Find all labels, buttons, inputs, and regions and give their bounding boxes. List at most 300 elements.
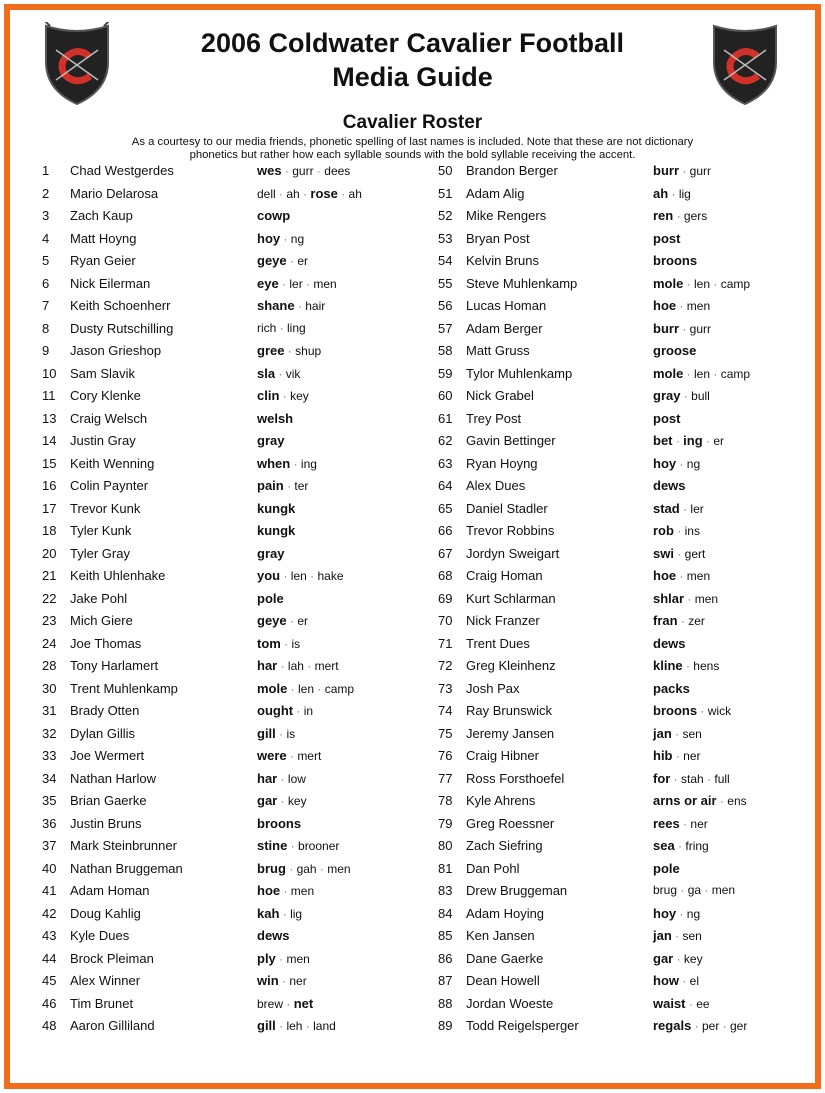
phonetic-spelling: tom · is [257,635,301,651]
player-name: Mark Steinbrunner [70,838,177,853]
phonetic-spelling: you · len · hake [257,568,344,583]
player-name: Nick Grabel [466,388,534,403]
syllable: lah [287,659,304,673]
jersey-number: 18 [42,523,57,538]
jersey-number: 3 [42,208,50,223]
jersey-number: 74 [438,703,453,718]
syllable-stressed: dews [653,478,686,493]
player-name: Adam Homan [70,883,150,898]
player-name: Nick Franzer [466,613,540,628]
phonetic-spelling: har · lah · mert [257,658,339,673]
player-name: Ryan Geier [70,253,136,268]
phonetic-spelling: hoe · men [257,883,315,898]
syllable: dees [324,164,351,178]
player-name: Mario Delarosa [70,185,159,201]
syllable: ee [696,996,710,1011]
syllable-stressed: hoe [257,883,281,898]
syllable-stressed: fran [653,613,678,628]
syllable: camp [324,681,355,696]
player-name: Dean Howell [466,973,540,988]
player-name: Trent Muhlenkamp [70,680,178,696]
syllable-stressed: win [257,973,279,988]
syllable-stressed: clin [257,388,280,403]
phonetic-spelling [257,501,295,516]
syllable: ter [294,479,309,493]
syllable: len [290,569,307,583]
player-name: Dane Gaerke [466,950,544,966]
syllable: dell [257,186,276,201]
syllable-stressed: waist [653,995,686,1011]
syllable-stressed: gree [257,343,285,358]
player-name: Craig Hibner [466,748,539,763]
syllable-stressed: hoe [653,298,677,313]
phonetic-spelling [653,636,686,651]
jersey-number: 86 [438,950,453,966]
syllable: er [297,254,308,268]
jersey-number: 58 [438,343,453,358]
jersey-number: 85 [438,928,453,943]
phonetic-spelling: ren · gers [653,208,708,223]
syllable: per [701,1019,720,1033]
syllable: men [686,569,711,583]
syllable-stressed: mole [653,365,684,381]
syllable: lig [678,186,691,201]
syllable: sen [682,726,702,741]
syllable-stressed: net [293,995,314,1011]
phonetic-spelling: gill · leh · land [257,1018,336,1033]
syllable: men [290,884,315,898]
syllable: el [689,974,700,988]
roster-heading: Cavalier Roster [342,112,483,133]
phonetic-spelling [257,816,301,831]
phonetic-spelling [257,433,284,448]
syllable-stressed: packs [653,680,690,696]
syllable-stressed: gill [257,1018,276,1033]
jersey-number: 78 [438,793,453,808]
player-name: Zach Kaup [70,208,133,223]
syllable-stressed: har [257,658,278,673]
syllable-stressed: eye [257,275,279,291]
phonetic-spelling: geye · er [257,613,308,628]
syllable: ah [348,186,362,201]
player-name: Trent Dues [466,635,530,651]
phonetic-spelling: how · el [653,973,700,988]
phonetic-spelling [257,208,290,223]
jersey-number: 34 [42,770,57,786]
syllable-stressed: sea [653,838,675,853]
phonetic-spelling: shlar · men [653,590,719,606]
jersey-number: 36 [42,815,57,831]
jersey-number: 61 [438,410,453,426]
jersey-number: 28 [42,658,57,673]
player-name: Justin Gray [70,433,136,448]
player-name: Craig Homan [466,568,543,583]
jersey-number: 6 [42,275,50,291]
syllable-stressed: hoy [653,455,677,471]
jersey-number: 46 [42,995,57,1011]
player-name: Jason Grieshop [70,343,162,358]
syllable-stressed: broons [653,703,698,718]
phonetic-spelling: gray · bull [653,388,710,403]
jersey-number: 35 [42,793,57,808]
syllable: men [313,276,337,291]
syllable-stressed: kungk [257,500,296,516]
phonetic-spelling: gar · key [257,793,307,808]
phonetic-spelling: burr · gurr [653,320,712,336]
phonetic-spelling: hoe · men [653,568,711,583]
syllable-stressed: broons [257,815,302,831]
syllable-stressed: kungk [257,523,296,538]
syllable: wick [707,704,732,718]
syllable: sen [682,929,702,943]
jersey-number: 43 [42,928,57,943]
jersey-number: 76 [438,748,453,763]
player-name: Brian Gaerke [70,793,147,808]
syllable-stressed: geye [257,253,287,268]
syllable-stressed: burr [653,163,679,178]
syllable-stressed: gray [257,433,285,448]
syllable-stressed: rob [653,523,674,538]
jersey-number: 24 [42,635,57,651]
player-name: Brandon Berger [466,163,558,178]
syllable-stressed: broons [653,253,698,268]
jersey-number: 79 [438,815,453,831]
phonetic-spelling [257,928,290,943]
player-name: Kyle Dues [70,928,130,943]
syllable: gurr [689,321,712,336]
jersey-number: 59 [438,365,453,381]
jersey-number: 42 [42,905,57,921]
syllable-stressed: gray [257,545,285,561]
jersey-number: 67 [438,545,453,561]
phonetic-spelling: har · low [257,770,306,786]
syllable-stressed: how [653,973,679,988]
syllable: key [683,951,703,966]
phonetic-spelling: mole · len · camp [653,365,751,381]
jersey-number: 33 [42,748,57,763]
syllable-stressed: you [257,568,281,583]
phonetic-spelling: kah · lig [257,905,303,921]
syllable: ng [686,456,701,471]
jersey-number: 81 [438,860,453,876]
syllable-stressed: pain [257,478,284,493]
syllable-stressed: burr [653,320,679,336]
guide-subtitle: Media Guide [332,62,493,92]
phonetic-spelling [257,411,293,426]
syllable-stressed: kline [653,658,683,673]
player-name: Colin Paynter [70,478,149,493]
player-name: Drew Bruggeman [466,883,568,898]
syllable: ner [690,816,708,831]
syllable: ins [684,524,700,538]
jersey-number: 40 [42,860,57,876]
jersey-number: 57 [438,320,453,336]
syllable-stressed: shlar [653,590,685,606]
jersey-number: 32 [42,725,57,741]
jersey-number: 66 [438,523,453,538]
syllable: lig [290,906,303,921]
phonetic-spelling: mole · len · camp [653,275,751,291]
syllable: ens [727,794,747,808]
syllable: bull [691,389,710,403]
syllable: hake [317,569,344,583]
player-name: Adam Hoying [466,905,545,921]
syllable-stressed: hib [653,748,673,763]
jersey-number: 53 [438,230,453,246]
syllable: er [297,614,308,628]
syllable: men [711,883,736,897]
phonetic-spelling: wes · gurr · dees [257,163,351,178]
syllable: gert [684,546,706,561]
player-name: Ken Jansen [466,928,535,943]
player-name: Brady Otten [70,703,140,718]
jersey-number: 8 [42,320,50,336]
syllable: brew [257,996,284,1011]
jersey-number: 17 [42,500,57,516]
phonetic-spelling: sea · fring [653,838,709,853]
player-name: Jake Pohl [70,590,128,606]
player-name: Lucas Homan [466,298,547,313]
player-name: Tylor Muhlenkamp [466,365,573,381]
syllable: ah [286,186,300,201]
syllable: ger [730,1019,748,1033]
phonetic-spelling [653,681,690,696]
jersey-number: 1 [42,163,50,178]
phonetic-spelling: geye · er [257,253,308,268]
phonetic-spelling [653,478,686,493]
syllable: ga [687,883,702,897]
player-name: Trey Post [466,410,522,426]
phonetic-spelling: hoy · ng [257,230,305,246]
jersey-number: 14 [42,433,57,448]
player-name: Joe Wermert [70,748,145,763]
syllable-stressed: dews [653,635,686,651]
phonetic-spelling [653,343,696,358]
player-name: Mich Giere [70,613,133,628]
jersey-number: 69 [438,590,453,606]
phonetic-spelling: brug · gah · men [257,860,351,876]
syllable: ng [290,231,305,246]
syllable: ler [690,501,704,516]
syllable-stressed: hoy [257,230,281,246]
syllable-stressed: jan [653,928,672,943]
syllable: shup [295,344,322,358]
jersey-number: 2 [42,185,50,201]
player-name: Todd Reigelsperger [466,1018,579,1033]
player-name: Tyler Kunk [70,523,132,538]
syllable-stressed: gar [257,793,278,808]
syllable: leh [286,1019,303,1033]
syllable: is [286,726,296,741]
phonetic-spelling: jan · sen [653,725,702,741]
player-name: Greg Roessner [466,815,555,831]
player-name: Daniel Stadler [466,500,548,516]
player-name: Justin Bruns [70,815,142,831]
phonetic-spelling [653,231,680,246]
phonetic-spelling: rob · ins [653,523,700,538]
player-name: Jeremy Jansen [466,725,555,741]
jersey-number: 72 [438,658,453,673]
jersey-number: 51 [438,185,453,201]
syllable: mert [314,659,339,673]
syllable: low [287,771,306,786]
syllable-stressed: swi [653,545,674,561]
player-name: Bryan Post [466,230,530,246]
syllable-stressed: ren [653,208,674,223]
phonetic-spelling: hoy · ng [653,905,701,921]
jersey-number: 64 [438,478,453,493]
phonetic-spelling: hoy · ng [653,455,701,471]
player-name: Adam Alig [466,185,525,201]
syllable: ner [289,974,307,988]
syllable-stressed: gill [257,725,276,741]
player-name: Alex Dues [466,478,526,493]
phonetic-spelling: shane · hair [257,298,326,313]
jersey-number: 41 [42,883,57,898]
phonetic-spelling [257,523,295,538]
syllable-stressed: were [257,748,287,763]
player-name: Doug Kahlig [70,905,141,921]
player-name: Nathan Harlow [70,770,156,786]
syllable-stressed: sla [257,365,276,381]
syllable: men [686,299,711,313]
player-name: Dan Pohl [466,860,520,876]
syllable-stressed: gar [653,950,674,966]
syllable-stressed: regals [653,1018,692,1033]
jersey-number: 21 [42,568,57,583]
jersey-number: 73 [438,680,453,696]
jersey-number: 75 [438,725,453,741]
phonetic-spelling: pain · ter [257,478,309,493]
phonetic-note: As a courtesy to our media friends, phonetic spelling of last names is included. Note that these are not dictionary phonetics but rather how each syllable sounds with the bold syllable receiving the accent. [131,136,694,161]
syllable-stressed: mole [653,275,684,291]
phonetic-spelling: jan · sen [653,928,702,943]
jersey-number: 83 [438,883,453,898]
jersey-number: 13 [42,410,57,426]
jersey-number: 70 [438,613,453,628]
syllable: gers [683,209,708,223]
jersey-number: 4 [42,230,50,246]
syllable: fring [685,839,709,853]
syllable: len [694,276,711,291]
player-name: Keith Schoenherr [70,298,171,313]
syllable: brug [653,883,678,897]
syllable-stressed: ply [257,950,276,966]
syllable: ling [287,320,306,335]
phonetic-spelling: fran · zer [653,613,705,628]
syllable-stressed: pole [653,860,680,876]
player-name: Tim Brunet [70,995,134,1011]
player-name: Aaron Gilliland [70,1018,155,1033]
syllable-stressed: stad [653,500,680,516]
jersey-number: 62 [438,433,453,448]
syllable: in [303,704,314,718]
phonetic-spelling: ah · lig [653,185,691,201]
jersey-number: 80 [438,838,453,853]
jersey-number: 30 [42,680,57,696]
phonetic-spelling: burr · gurr [653,163,712,178]
phonetic-spelling: regals · per · ger [653,1018,748,1033]
player-name: Josh Pax [466,680,520,696]
player-name: Greg Kleinhenz [466,658,556,673]
syllable: rich [257,320,277,335]
syllable: men [327,861,351,876]
player-name: Mike Rengers [466,208,547,223]
jersey-number: 45 [42,973,57,988]
syllable-stressed: ing [683,433,703,448]
syllable-stressed: rees [653,815,680,831]
syllable-stressed: dews [257,928,290,943]
syllable: men [286,951,310,966]
phonetic-spelling: broons · wick [653,703,732,718]
player-name: Trevor Robbins [466,523,555,538]
jersey-number: 65 [438,500,453,516]
jersey-number: 89 [438,1018,453,1033]
syllable-stressed: cowp [257,208,291,223]
phonetic-spelling: swi · gert [653,545,706,561]
syllable-stressed: hoe [653,568,677,583]
syllable-stressed: gray [653,388,681,403]
syllable: camp [720,276,751,291]
phonetic-spelling: win · ner [257,973,307,988]
jersey-number: 31 [42,703,57,718]
phonetic-spelling: ought · in [257,703,314,718]
player-name: Trevor Kunk [70,500,141,516]
phonetic-spelling: brew · net [257,995,314,1011]
syllable-stressed: ah [653,185,669,201]
phonetic-spelling: clin · key [257,388,309,403]
phonetic-spelling: bet · ing · er [653,433,725,448]
jersey-number: 87 [438,973,453,988]
phonetic-spelling: gill · is [257,725,296,741]
syllable-stressed: rose [310,185,338,201]
player-name: Keith Uhlenhake [70,568,166,583]
jersey-number: 48 [42,1018,57,1033]
player-name: Cory Klenke [70,388,141,403]
syllable-stressed: ought [257,703,294,718]
syllable-stressed: welsh [257,410,294,426]
player-name: Jordyn Sweigart [466,545,560,561]
jersey-number: 16 [42,478,57,493]
syllable: ing [300,456,317,471]
jersey-number: 20 [42,545,57,561]
player-name: Dylan Gillis [70,725,136,741]
jersey-number: 71 [438,635,453,651]
jersey-number: 44 [42,950,57,966]
syllable: men [694,591,719,606]
syllable: gurr [292,164,314,178]
syllable: ner [683,749,701,763]
player-name: Matt Hoyng [70,230,137,246]
syllable-stressed: geye [257,613,287,628]
guide-title: 2006 Coldwater Cavalier Football [200,28,625,58]
syllable: len [298,681,315,696]
syllable: full [714,771,730,786]
phonetic-spelling: kline · hens [653,658,720,673]
phonetic-spelling [653,411,680,426]
syllable: zer [688,614,705,628]
syllable-stressed: mole [257,680,288,696]
phonetic-spelling: waist · ee [653,995,710,1011]
phonetic-spelling: rees · ner [653,815,708,831]
phonetic-spelling: arns or air · ens [653,793,747,808]
syllable: is [291,636,301,651]
syllable-stressed: groose [653,343,697,358]
player-name: Chad Westgerdes [70,163,174,178]
syllable-stressed: brug [257,860,286,876]
phonetic-spelling [257,591,284,606]
jersey-number: 5 [42,253,50,268]
